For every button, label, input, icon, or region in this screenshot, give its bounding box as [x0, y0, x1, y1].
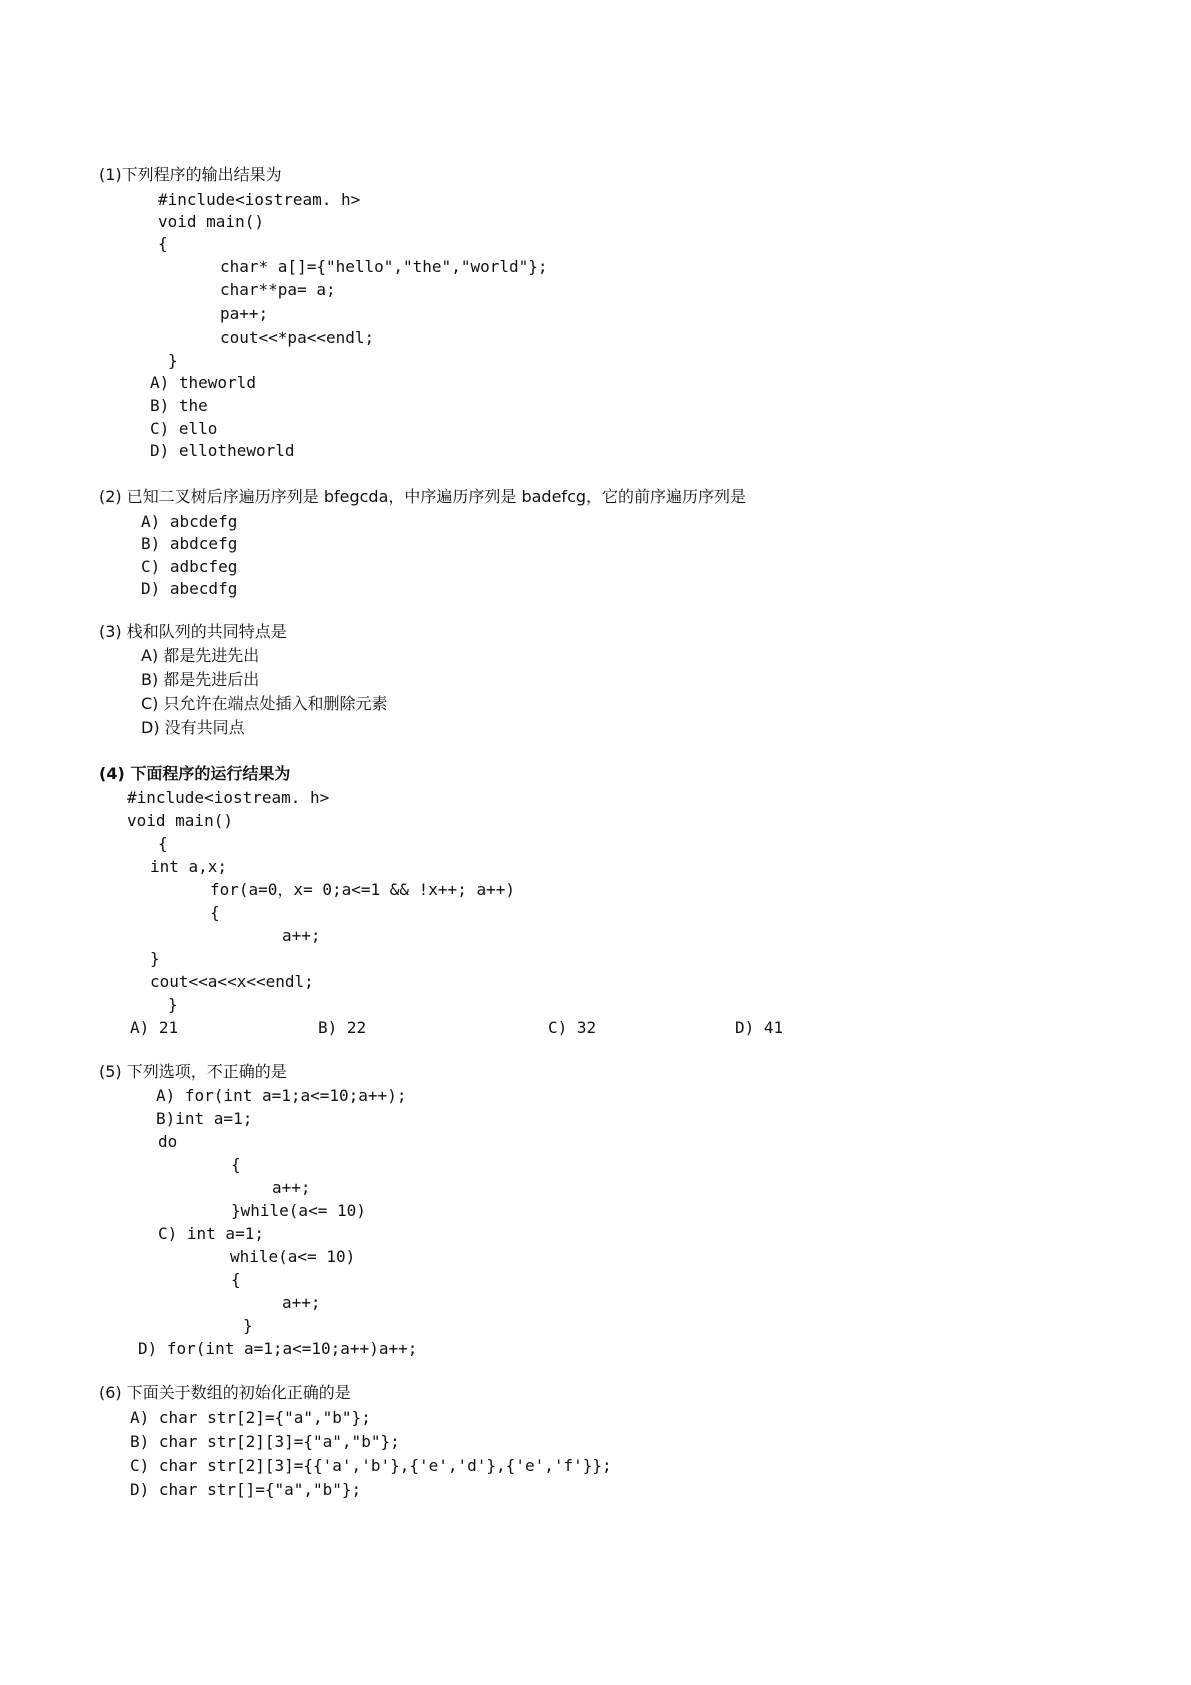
- q2-option-a: A) abcdefg: [141, 512, 238, 531]
- q4-code-line-3: {: [158, 834, 168, 853]
- q5-line-3: do: [158, 1132, 178, 1151]
- q1-code-line-6: pa++;: [220, 304, 269, 323]
- q1-code-line-4: char* a[]={"hello","the","world"};: [220, 257, 548, 276]
- q5-line-1: A) for(int a=1;a<=10;a++);: [156, 1086, 407, 1105]
- q5-line-4: {: [231, 1155, 241, 1174]
- q5-line-2: B)int a=1;: [156, 1109, 253, 1128]
- q5-line-11: }: [243, 1316, 253, 1335]
- q6-option-a: A) char str[2]={"a","b"};: [130, 1408, 371, 1427]
- q2-option-d: D) abecdfg: [141, 579, 238, 598]
- q1-code-line-8: }: [168, 351, 178, 370]
- q2-option-c: C) adbcfeg: [141, 557, 238, 576]
- q4-option-a: A) 21: [130, 1018, 179, 1037]
- q6-option-b: B) char str[2][3]={"a","b"};: [130, 1432, 400, 1451]
- q6-option-d: D) char str[]={"a","b"};: [130, 1480, 362, 1499]
- q4-code-line-9: cout<<a<<x<<endl;: [150, 972, 314, 991]
- q1-code-line-1: #include<iostream. h>: [158, 190, 361, 209]
- q5-line-7: C) int a=1;: [158, 1224, 264, 1243]
- q4-code-line-7: a++;: [282, 926, 321, 945]
- q5-line-5: a++;: [272, 1178, 311, 1197]
- q1-code-line-7: cout<<*pa<<endl;: [220, 328, 375, 347]
- q4-code-line-6: {: [210, 903, 220, 922]
- q2-option-b: B) abdcefg: [141, 534, 238, 553]
- q4-code-line-1: #include<iostream. h>: [127, 788, 330, 807]
- q5-line-8: while(a<= 10): [230, 1247, 356, 1266]
- question-2-title: (2) 已知二叉树后序遍历序列是 bfegcda，中序遍历序列是 badefcg，它的前序遍历序列是: [99, 487, 747, 506]
- q5-line-9: {: [231, 1270, 241, 1289]
- question-3-title: (3) 栈和队列的共同特点是: [99, 622, 287, 641]
- q1-code-line-5: char**pa= a;: [220, 280, 336, 299]
- q1-code-line-2: void main(): [158, 212, 264, 231]
- q3-option-a: A) 都是先进先出: [141, 646, 260, 665]
- q3-option-c: C) 只允许在端点处插入和删除元素: [141, 694, 388, 713]
- q4-code-line-5: for(a=0，x= 0;a<=1 && !x++; a++): [210, 880, 515, 899]
- question-6-title: (6) 下面关于数组的初始化正确的是: [99, 1383, 351, 1402]
- q4-code-line-2: void main(): [127, 811, 233, 830]
- q6-option-c: C) char str[2][3]={{'a','b'},{'e','d'},{'e','f'}};: [130, 1456, 612, 1475]
- q3-option-b: B) 都是先进后出: [141, 670, 260, 689]
- q1-option-d: D) ellotheworld: [150, 441, 295, 460]
- q1-option-c: C) ello: [150, 419, 218, 438]
- q4-code-line-8: }: [150, 949, 160, 968]
- q4-option-d: D) 41: [735, 1018, 784, 1037]
- q5-line-10: a++;: [282, 1293, 321, 1312]
- q4-option-b: B) 22: [318, 1018, 367, 1037]
- q1-option-a: A) theworld: [150, 373, 256, 392]
- question-1-title: (1)下列程序的输出结果为: [99, 165, 282, 184]
- q5-line-6: }while(a<= 10): [231, 1201, 366, 1220]
- question-4-title: (4) 下面程序的运行结果为: [99, 764, 291, 783]
- q1-code-line-3: {: [158, 234, 168, 253]
- q5-line-12: D) for(int a=1;a<=10;a++)a++;: [138, 1339, 418, 1358]
- q4-option-c: C) 32: [548, 1018, 597, 1037]
- question-5-title: (5) 下列选项，不正确的是: [99, 1062, 287, 1081]
- q1-option-b: B) the: [150, 396, 208, 415]
- q4-code-line-10: }: [168, 995, 178, 1014]
- q3-option-d: D) 没有共同点: [141, 718, 245, 737]
- q4-code-line-4: int a,x;: [150, 857, 228, 876]
